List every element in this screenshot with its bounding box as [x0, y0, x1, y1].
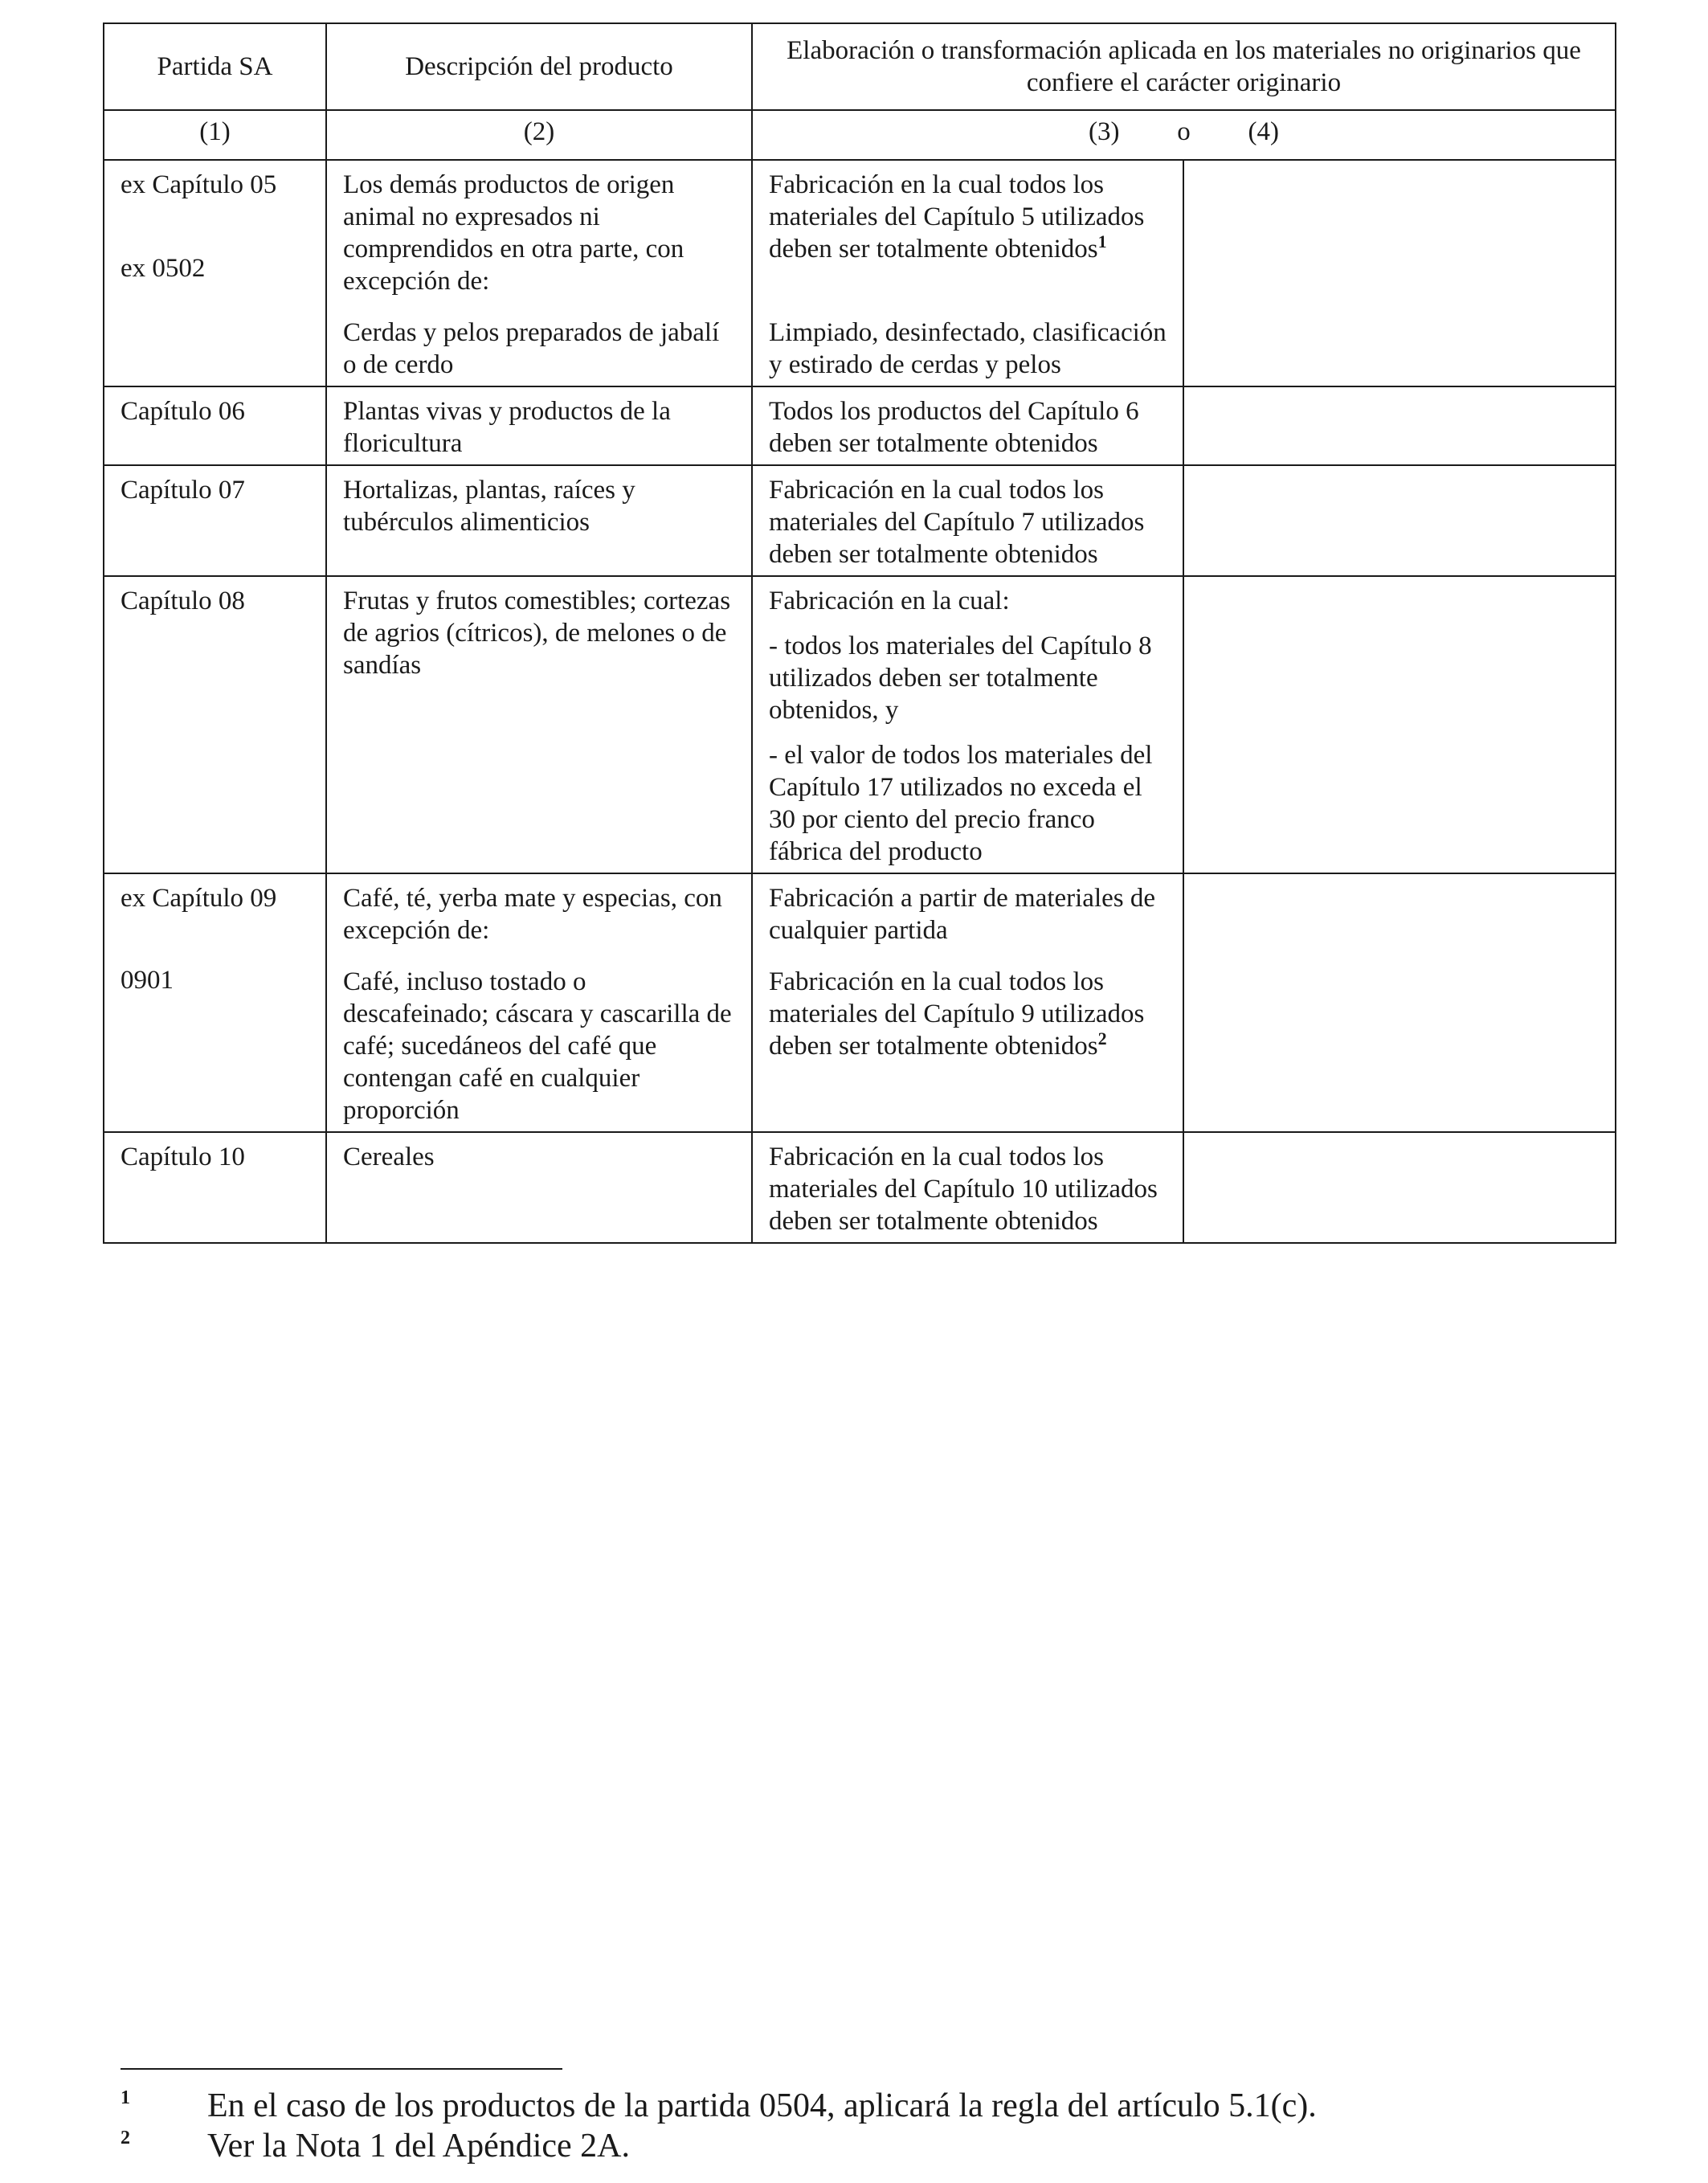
cell-descripcion [326, 386, 752, 465]
cell-partida [104, 1132, 326, 1243]
product-description: Café, incluso tostado o descafeinado; cáscara y cascarilla de café; sucedáneos del café que contengan café en cualquier proporción [343, 967, 732, 1125]
footnotes [121, 2086, 1317, 2166]
cell-regla-alternativa [1183, 1132, 1616, 1243]
cell-regla [752, 873, 1183, 1132]
cell-descripcion [326, 465, 752, 576]
table-row [104, 1132, 1616, 1243]
partida-code: Capítulo 08 [121, 587, 245, 615]
partida-code: 0901 [121, 966, 174, 995]
footnote-mark: 2 [121, 2128, 130, 2148]
footnote-ref: 2 [1097, 1028, 1107, 1049]
origin-rule: Limpiado, desinfectado, clasificación y estirado de cerdas y pelos [769, 318, 1167, 379]
table-row [104, 873, 1616, 1132]
cell-regla [752, 1132, 1183, 1243]
table-row [104, 386, 1616, 465]
rules-table [103, 22, 1616, 1244]
cell-regla-alternativa [1183, 465, 1616, 576]
header-elaboracion: Elaboración o transformación aplicada en los materiales no originarios que confiere el carácter originario [752, 23, 1616, 110]
table-row [104, 160, 1616, 386]
origin-rule-condition: - todos los materiales del Capítulo 8 utilizados deben ser totalmente obtenidos, y [769, 632, 1152, 725]
product-description: Plantas vivas y productos de la floricultura [343, 397, 671, 458]
origin-rule: Fabricación en la cual todos los materiales del Capítulo 7 utilizados deben ser totalmente obtenidos [769, 476, 1145, 569]
partida-code: ex Capítulo 09 [121, 884, 277, 913]
product-description: Los demás productos de origen animal no expresados ni comprendidos en otra parte, con excepción de: [343, 170, 684, 296]
cell-partida [104, 576, 326, 873]
cell-descripcion [326, 873, 752, 1132]
column-or-label: o [1177, 117, 1191, 146]
origin-rule: Fabricación a partir de materiales de cualquier partida [769, 884, 1156, 945]
cell-descripcion [326, 576, 752, 873]
cell-regla [752, 576, 1183, 873]
footnote [121, 2126, 1317, 2166]
partida-code: Capítulo 10 [121, 1143, 245, 1171]
partida-code: Capítulo 07 [121, 476, 245, 505]
product-description: Café, té, yerba mate y especias, con excepción de: [343, 884, 722, 945]
origin-rule-condition: - el valor de todos los materiales del Capítulo 17 utilizados no exceda el 30 por ciento del precio franco fábrica del producto [769, 741, 1153, 866]
cell-descripcion [326, 160, 752, 386]
table-row [104, 465, 1616, 576]
footnote-mark: 1 [121, 2087, 130, 2108]
cell-partida [104, 465, 326, 576]
header-partida-sa: Partida SA [104, 23, 326, 110]
table-row [104, 576, 1616, 873]
cell-partida [104, 873, 326, 1132]
cell-regla [752, 160, 1183, 386]
column-number-3: (3) [1089, 117, 1120, 146]
product-description: Hortalizas, plantas, raíces y tubérculos alimenticios [343, 476, 635, 537]
footnote-separator [121, 2068, 562, 2070]
column-number-3-4 [752, 110, 1616, 160]
origin-rule-text: Fabricación en la cual todos los materiales del Capítulo 5 utilizados deben ser totalmente obtenidos [769, 170, 1145, 264]
partida-code: ex 0502 [121, 254, 206, 283]
footnote-ref: 1 [1097, 231, 1107, 251]
cell-regla-alternativa [1183, 386, 1616, 465]
footnote-text: Ver la Nota 1 del Apéndice 2A. [207, 2128, 631, 2165]
partida-code: ex Capítulo 05 [121, 170, 277, 199]
partida-code: Capítulo 06 [121, 397, 245, 426]
product-description: Cereales [343, 1143, 435, 1171]
origin-rule: Todos los productos del Capítulo 6 deben ser totalmente obtenidos [769, 397, 1139, 458]
cell-partida [104, 160, 326, 386]
origin-rule [769, 169, 1168, 265]
product-description: Cerdas y pelos preparados de jabalí o de cerdo [343, 318, 720, 379]
product-description: Frutas y frutos comestibles; cortezas de agrios (cítricos), de melones o de sandías [343, 587, 731, 680]
column-number-row [104, 110, 1616, 160]
cell-regla-alternativa [1183, 160, 1616, 386]
column-number-4: (4) [1248, 117, 1279, 146]
table-header-row [104, 23, 1616, 110]
origin-rule-text: Fabricación en la cual todos los materiales del Capítulo 9 utilizados deben ser totalmente obtenidos [769, 967, 1145, 1061]
column-number-1: (1) [104, 110, 326, 160]
cell-regla-alternativa [1183, 873, 1616, 1132]
column-number-2: (2) [326, 110, 752, 160]
cell-descripcion [326, 1132, 752, 1243]
cell-regla [752, 386, 1183, 465]
cell-partida [104, 386, 326, 465]
cell-regla [752, 465, 1183, 576]
origin-rule: Fabricación en la cual todos los materiales del Capítulo 10 utilizados deben ser totalmente obtenidos [769, 1143, 1158, 1236]
header-descripcion: Descripción del producto [326, 23, 752, 110]
cell-regla-alternativa [1183, 576, 1616, 873]
origin-rule: Fabricación en la cual: [769, 587, 1010, 615]
footnote-text: En el caso de los productos de la partida 0504, aplicará la regla del artículo 5.1(c). [207, 2087, 1317, 2124]
footnote [121, 2086, 1317, 2126]
origin-rule [769, 966, 1168, 1062]
